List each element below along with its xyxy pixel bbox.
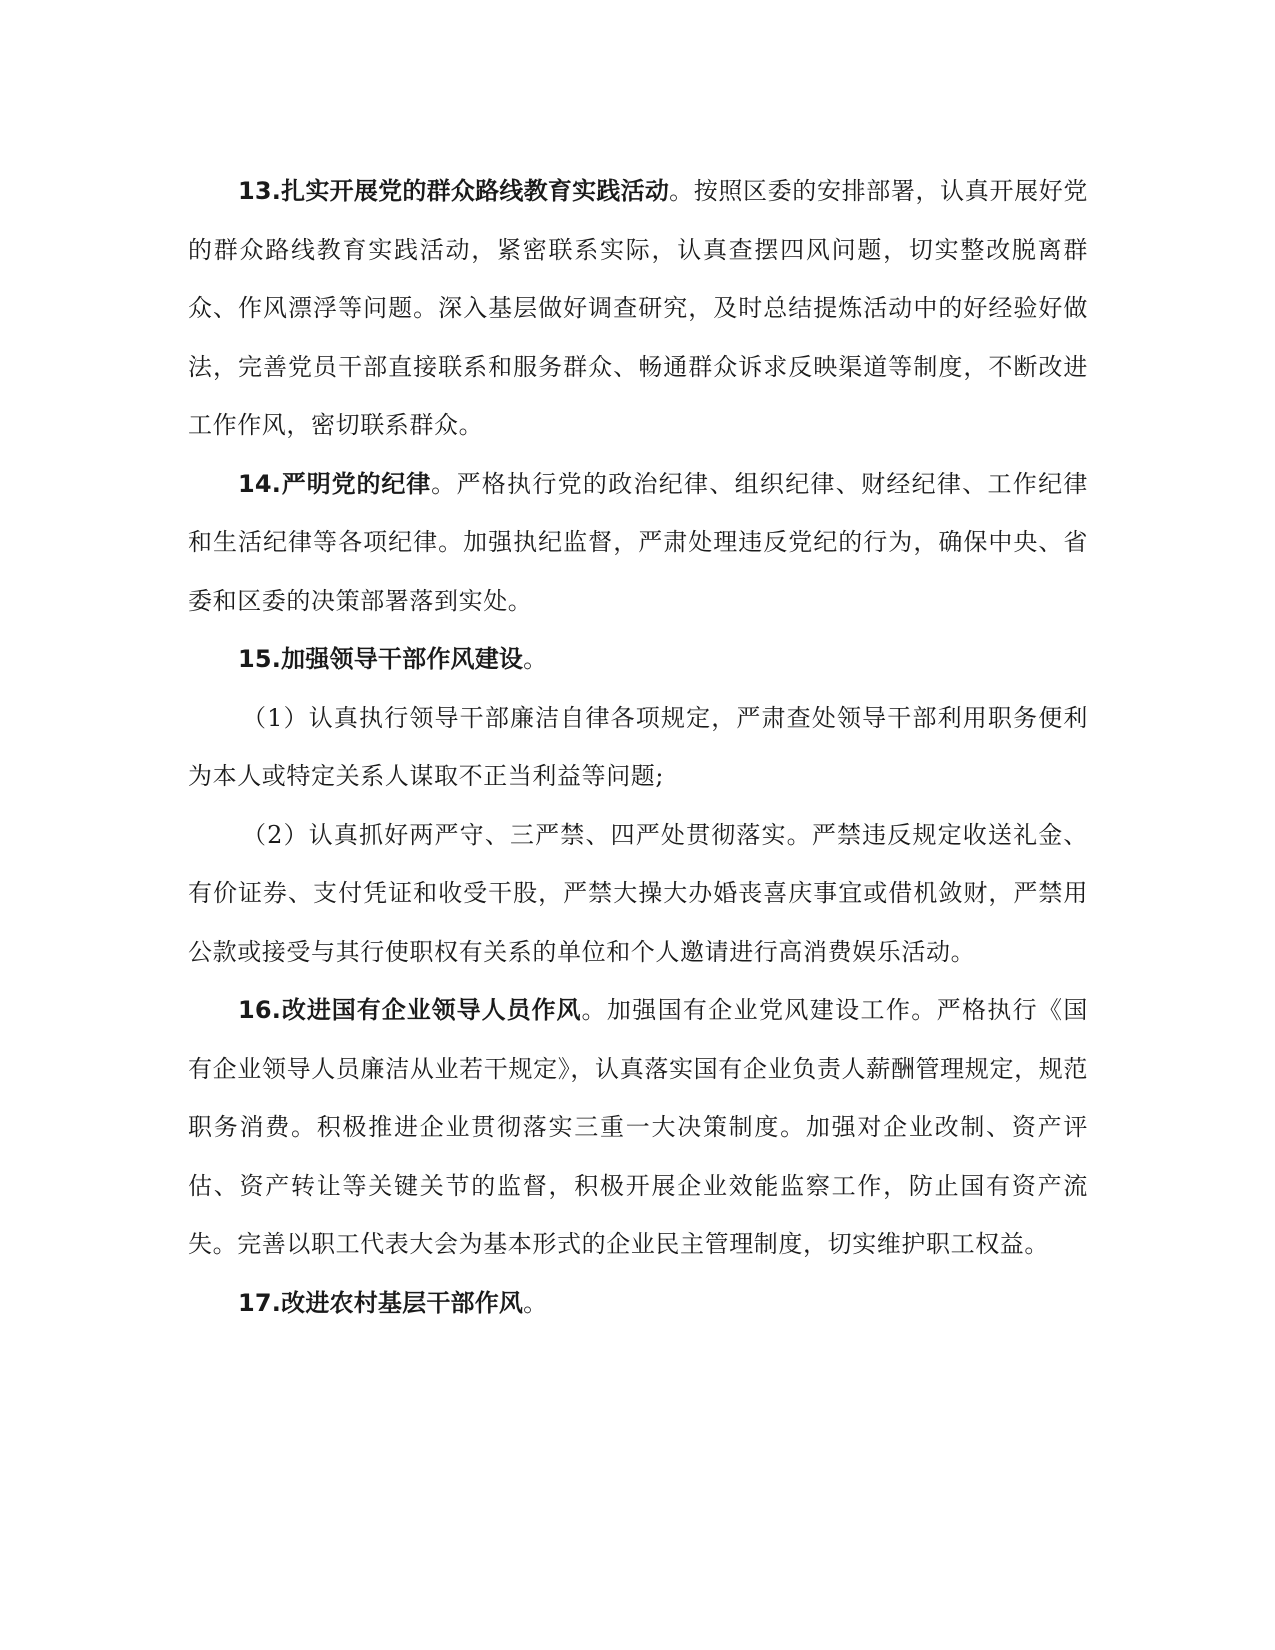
paragraph-heading: 16.改进国有企业领导人员作风 xyxy=(238,996,582,1024)
paragraph-13 xyxy=(188,162,1088,455)
paragraph-15 xyxy=(188,630,1088,689)
paragraph-text: 。严格执行党的政治纪律、组织纪律、财经纪律、工作纪律和生活纪律等各项纪律。加强执纪监督，严肃处理违反党纪的行为，确保中央、省委和区委的决策部署落到实处。 xyxy=(188,469,1088,615)
document-body xyxy=(188,162,1088,1332)
paragraph-15-item-2 xyxy=(188,806,1088,982)
paragraph-17 xyxy=(188,1274,1088,1333)
paragraph-16 xyxy=(188,981,1088,1274)
paragraph-text: （2）认真抓好两严守、三严禁、四严处贯彻落实。严禁违反规定收送礼金、有价证券、支付凭证和收受干股，严禁大操大办婚丧喜庆事宜或借机敛财，严禁用公款或接受与其行使职权有关系的单位和个人邀请进行高消费娱乐活动。 xyxy=(188,820,1088,966)
paragraph-text: 。 xyxy=(523,1288,548,1317)
paragraph-text: 。 xyxy=(523,645,548,673)
paragraph-14 xyxy=(188,455,1088,631)
paragraph-text: （1）认真执行领导干部廉洁自律各项规定，严肃查处领导干部利用职务便利为本人或特定关系人谋取不正当利益等问题; xyxy=(188,703,1088,790)
paragraph-text: 。按照区委的安排部署，认真开展好党的群众路线教育实践活动，紧密联系实际，认真查摆四风问题，切实整改脱离群众、作风漂浮等问题。深入基层做好调查研究，及时总结提炼活动中的好经验好做法，完善党员干部直接联系和服务群众、畅通群众诉求反映渠道等制度，不断改进工作作风，密切联系群众。 xyxy=(188,177,1088,439)
paragraph-heading: 14.严明党的纪律 xyxy=(238,469,432,498)
paragraph-heading: 17.改进农村基层干部作风 xyxy=(238,1288,524,1317)
paragraph-heading: 15.加强领导干部作风建设 xyxy=(238,645,524,673)
paragraph-heading: 13.扎实开展党的群众路线教育实践活动 xyxy=(238,177,670,205)
paragraph-15-item-1 xyxy=(188,689,1088,806)
paragraph-text: 。加强国有企业党风建设工作。严格执行《国有企业领导人员廉洁从业若干规定》，认真落实国有企业负责人薪酬管理规定，规范职务消费。积极推进企业贯彻落实三重一大决策制度。加强对企业改制、资产评估、资产转让等关键关节的监督，积极开展企业效能监察工作，防止国有资产流失。完善以职工代表大会为基本形式的企业民主管理制度，切实维护职工权益。 xyxy=(188,996,1089,1258)
